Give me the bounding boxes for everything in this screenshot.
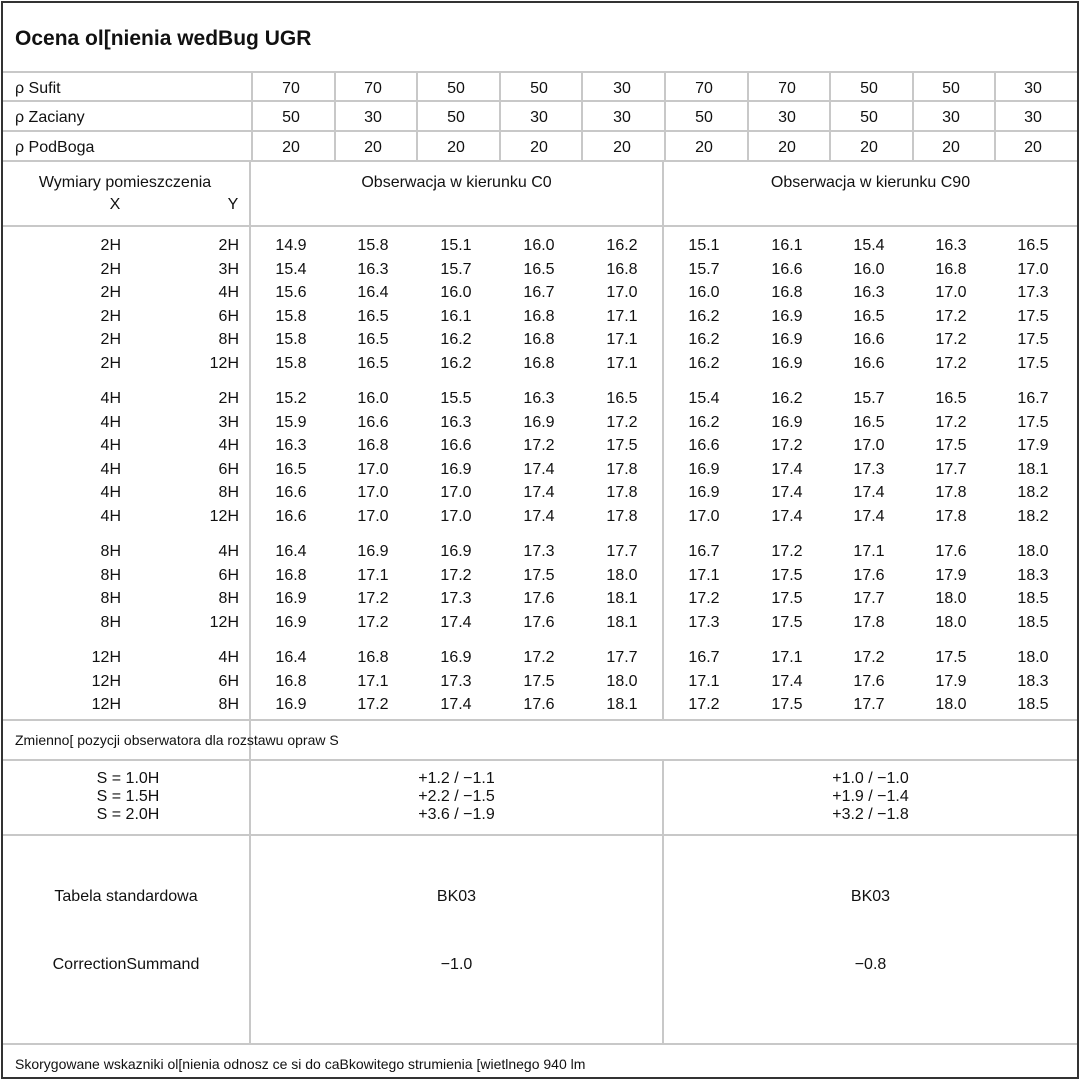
- reflectance-value: 20: [530, 139, 548, 156]
- room-x: 4H: [100, 484, 121, 502]
- correction-c90: −0.8: [854, 956, 887, 973]
- ugr-value: 17.7: [853, 590, 885, 608]
- room-x: 4H: [100, 390, 121, 407]
- ugr-value: 16.9: [688, 484, 720, 502]
- reflectance-value: 50: [860, 109, 878, 126]
- row-divider: [3, 100, 1077, 102]
- room-y: 4H: [218, 543, 239, 560]
- row-divider: [3, 225, 1077, 227]
- ugr-value: 16.2: [771, 390, 803, 407]
- ugr-value: 17.4: [523, 508, 555, 525]
- ugr-value: 16.9: [771, 355, 803, 372]
- ugr-value: 16.6: [853, 331, 885, 349]
- room-x: 8H: [100, 543, 121, 560]
- c90-variation: +3.2 / −1.8: [832, 806, 909, 823]
- ugr-value: 16.3: [853, 284, 885, 302]
- ugr-value: 16.9: [771, 413, 803, 431]
- reflectance-value: 30: [613, 80, 631, 97]
- room-y: 2H: [218, 237, 239, 254]
- ugr-value: 16.4: [275, 649, 307, 666]
- room-x: 4H: [100, 460, 121, 478]
- ugr-value: 16.0: [523, 237, 555, 254]
- room-x: 4H: [100, 413, 121, 431]
- ugr-value: 18.1: [606, 696, 638, 714]
- room-x: 4H: [100, 508, 121, 525]
- ugr-value: 17.3: [440, 590, 472, 608]
- room-x: 8H: [100, 613, 121, 631]
- ugr-value: 16.7: [523, 284, 555, 302]
- ugr-value: 16.2: [688, 307, 720, 325]
- ugr-value: 17.6: [523, 613, 555, 631]
- ugr-value: 17.9: [935, 672, 967, 690]
- row-divider: [3, 71, 1077, 73]
- room-y: 12H: [209, 355, 239, 372]
- ugr-value: 16.1: [771, 237, 803, 254]
- ugr-value: 17.2: [771, 437, 803, 455]
- ugr-value: 15.4: [275, 260, 307, 278]
- ugr-value: 16.9: [357, 543, 389, 560]
- ugr-value: 17.0: [440, 508, 472, 525]
- reflectance-value: 20: [364, 139, 382, 156]
- reflectance-value: 30: [1024, 80, 1042, 97]
- ugr-value: 16.7: [1017, 390, 1049, 407]
- reflectance-value: 50: [942, 80, 960, 97]
- ugr-value: 16.8: [606, 260, 638, 278]
- ugr-value: 16.3: [275, 437, 307, 455]
- ugr-value: 16.8: [523, 307, 555, 325]
- ugr-value: 16.8: [935, 260, 967, 278]
- ugr-value: 15.6: [275, 284, 307, 302]
- ugr-value: 16.8: [357, 649, 389, 666]
- y-axis-label: Y: [227, 196, 239, 213]
- ugr-value: 18.1: [1017, 460, 1049, 478]
- ugr-value: 17.3: [853, 460, 885, 478]
- standard-table-label: Tabela standardowa: [54, 888, 198, 905]
- standard-table-c0: BK03: [436, 888, 477, 905]
- reflectance-value: 30: [942, 109, 960, 126]
- room-x: 12H: [91, 649, 121, 666]
- ugr-value: 15.7: [853, 390, 885, 407]
- room-y: 4H: [218, 284, 239, 302]
- room-x: 2H: [100, 284, 121, 302]
- c0-variation: +1.2 / −1.1: [418, 770, 495, 787]
- ugr-value: 17.7: [606, 649, 638, 666]
- c90-variation: +1.0 / −1.0: [832, 770, 909, 787]
- ugr-value: 17.2: [935, 307, 967, 325]
- ugr-value: 18.1: [606, 613, 638, 631]
- ugr-value: 18.0: [606, 566, 638, 584]
- ugr-value: 17.5: [771, 566, 803, 584]
- ugr-value: 16.0: [440, 284, 472, 302]
- room-y: 8H: [218, 696, 239, 714]
- ugr-value: 16.4: [357, 284, 389, 302]
- reflectance-label: ρ PodBoga: [15, 139, 95, 156]
- ugr-value: 17.0: [853, 437, 885, 455]
- ugr-value: 18.0: [935, 613, 967, 631]
- ugr-value: 16.6: [275, 484, 307, 502]
- ugr-value: 17.4: [771, 508, 803, 525]
- ugr-value: 17.4: [523, 484, 555, 502]
- ugr-value: 17.2: [357, 613, 389, 631]
- ugr-value: 18.0: [935, 696, 967, 714]
- ugr-value: 16.8: [275, 672, 307, 690]
- ugr-value: 17.0: [440, 484, 472, 502]
- ugr-value: 16.0: [688, 284, 720, 302]
- ugr-value: 16.6: [440, 437, 472, 455]
- reflectance-value: 30: [778, 109, 796, 126]
- correction-c0: −1.0: [440, 956, 473, 973]
- ugr-value: 17.6: [523, 590, 555, 608]
- ugr-value: 15.8: [275, 355, 307, 372]
- reflectance-label: ρ Zaciany: [15, 109, 85, 126]
- page-title: Ocena ol[nienia wedBug UGR: [15, 27, 312, 50]
- ugr-value: 17.1: [688, 566, 720, 584]
- reflectance-value: 30: [613, 109, 631, 126]
- ugr-value: 17.5: [935, 649, 967, 666]
- ugr-value: 17.0: [357, 484, 389, 502]
- ugr-value: 16.5: [357, 355, 389, 372]
- ugr-value: 15.7: [688, 260, 720, 278]
- ugr-value: 17.8: [606, 460, 638, 478]
- ugr-value: 16.3: [935, 237, 967, 254]
- ugr-value: 18.5: [1017, 696, 1049, 714]
- ugr-value: 17.2: [523, 649, 555, 666]
- ugr-value: 17.2: [688, 590, 720, 608]
- ugr-value: 18.5: [1017, 590, 1049, 608]
- ugr-value: 18.0: [935, 590, 967, 608]
- reflectance-value: 30: [530, 109, 548, 126]
- ugr-value: 17.4: [771, 672, 803, 690]
- ugr-value: 17.0: [688, 508, 720, 525]
- ugr-value: 18.3: [1017, 672, 1049, 690]
- ugr-value: 17.1: [771, 649, 803, 666]
- reflectance-label: ρ Sufit: [15, 80, 61, 97]
- ugr-value: 16.5: [357, 331, 389, 349]
- ugr-value: 16.9: [275, 696, 307, 714]
- ugr-value: 16.8: [523, 331, 555, 349]
- reflectance-value: 50: [282, 109, 300, 126]
- ugr-value: 16.9: [523, 413, 555, 431]
- ugr-value: 16.8: [771, 284, 803, 302]
- ugr-value: 18.0: [1017, 649, 1049, 666]
- reflectance-value: 30: [1024, 109, 1042, 126]
- ugr-value: 17.7: [606, 543, 638, 560]
- ugr-value: 17.5: [771, 613, 803, 631]
- ugr-value: 18.0: [606, 672, 638, 690]
- ugr-value: 17.2: [935, 413, 967, 431]
- ugr-value: 14.9: [275, 237, 307, 254]
- ugr-value: 17.5: [771, 590, 803, 608]
- reflectance-value: 50: [530, 80, 548, 97]
- room-x: 2H: [100, 307, 121, 325]
- ugr-value: 17.1: [606, 331, 638, 349]
- room-x: 2H: [100, 237, 121, 254]
- ugr-value: 16.6: [275, 508, 307, 525]
- ugr-value: 16.8: [275, 566, 307, 584]
- reflectance-value: 20: [860, 139, 878, 156]
- ugr-value: 16.6: [771, 260, 803, 278]
- ugr-value: 17.0: [935, 284, 967, 302]
- ugr-value: 16.0: [853, 260, 885, 278]
- ugr-value: 17.8: [853, 613, 885, 631]
- ugr-value: 16.7: [688, 543, 720, 560]
- reflectance-value: 20: [447, 139, 465, 156]
- ugr-value: 17.3: [1017, 284, 1049, 302]
- room-y: 4H: [218, 649, 239, 666]
- room-y: 3H: [218, 260, 239, 278]
- ugr-value: 16.6: [357, 413, 389, 431]
- ugr-value: 16.8: [357, 437, 389, 455]
- ugr-value: 17.8: [935, 508, 967, 525]
- reflectance-value: 70: [282, 80, 300, 97]
- reflectance-value: 70: [364, 80, 382, 97]
- ugr-value: 16.7: [688, 649, 720, 666]
- room-x: 2H: [100, 260, 121, 278]
- ugr-value: 16.6: [853, 355, 885, 372]
- ugr-value: 17.2: [440, 566, 472, 584]
- ugr-value: 17.6: [853, 672, 885, 690]
- room-y: 6H: [218, 566, 239, 584]
- ugr-value: 17.4: [771, 484, 803, 502]
- room-y: 8H: [218, 484, 239, 502]
- room-y: 3H: [218, 413, 239, 431]
- ugr-value: 17.8: [606, 484, 638, 502]
- ugr-value: 17.4: [853, 484, 885, 502]
- ugr-value: 17.3: [688, 613, 720, 631]
- ugr-value: 16.9: [688, 460, 720, 478]
- ugr-value: 16.2: [440, 331, 472, 349]
- ugr-value: 16.2: [606, 237, 638, 254]
- ugr-value: 16.4: [275, 543, 307, 560]
- ugr-value: 17.3: [523, 543, 555, 560]
- ugr-value: 17.2: [523, 437, 555, 455]
- ugr-value: 17.2: [357, 590, 389, 608]
- room-y: 4H: [218, 437, 239, 455]
- ugr-value: 15.7: [440, 260, 472, 278]
- room-x: 4H: [100, 437, 121, 455]
- ugr-value: 15.8: [275, 331, 307, 349]
- variation-label: Zmienno[ pozycji obserwatora dla rozstawu opraw S: [15, 732, 339, 748]
- reflectance-value: 20: [695, 139, 713, 156]
- ugr-value: 17.5: [935, 437, 967, 455]
- spacing-label: S = 1.5H: [96, 788, 160, 805]
- ugr-value: 17.5: [1017, 413, 1049, 431]
- ugr-value: 16.5: [606, 390, 638, 407]
- ugr-value: 17.2: [935, 355, 967, 372]
- ugr-value: 16.5: [853, 307, 885, 325]
- ugr-value: 17.3: [440, 672, 472, 690]
- room-x: 12H: [91, 696, 121, 714]
- room-y: 12H: [209, 508, 239, 525]
- ugr-value: 18.2: [1017, 508, 1049, 525]
- row-divider: [3, 719, 1077, 721]
- ugr-value: 17.2: [771, 543, 803, 560]
- reflectance-value: 50: [447, 109, 465, 126]
- ugr-value: 17.6: [523, 696, 555, 714]
- ugr-value: 17.4: [440, 696, 472, 714]
- ugr-value: 17.9: [1017, 437, 1049, 455]
- ugr-table-sheet: [1, 1, 1079, 1079]
- footer-note: Skorygowane wskazniki ol[nienia odnosz ce si do caBkowitego strumienia [wietlnego 940 lm: [15, 1056, 586, 1072]
- ugr-value: 17.5: [771, 696, 803, 714]
- ugr-value: 16.1: [440, 307, 472, 325]
- room-y: 8H: [218, 590, 239, 608]
- ugr-value: 17.1: [853, 543, 885, 560]
- ugr-value: 16.9: [275, 613, 307, 631]
- ugr-value: 15.4: [688, 390, 720, 407]
- ugr-value: 17.5: [1017, 307, 1049, 325]
- reflectance-value: 70: [695, 80, 713, 97]
- reflectance-value: 50: [695, 109, 713, 126]
- correction-label: CorrectionSummand: [52, 956, 200, 973]
- ugr-value: 16.9: [771, 331, 803, 349]
- ugr-value: 17.1: [688, 672, 720, 690]
- room-y: 8H: [218, 331, 239, 349]
- room-x: 2H: [100, 331, 121, 349]
- ugr-value: 17.8: [606, 508, 638, 525]
- room-y: 12H: [209, 613, 239, 631]
- row-divider: [3, 1043, 1077, 1045]
- ugr-value: 18.0: [1017, 543, 1049, 560]
- reflectance-value: 50: [447, 80, 465, 97]
- ugr-value: 16.5: [357, 307, 389, 325]
- ugr-value: 15.1: [440, 237, 472, 254]
- room-y: 6H: [218, 672, 239, 690]
- ugr-value: 16.2: [688, 355, 720, 372]
- reflectance-value: 20: [778, 139, 796, 156]
- ugr-value: 17.0: [606, 284, 638, 302]
- reflectance-value: 20: [1024, 139, 1042, 156]
- ugr-value: 17.2: [688, 696, 720, 714]
- room-y: 6H: [218, 307, 239, 325]
- ugr-value: 16.5: [853, 413, 885, 431]
- ugr-value: 17.0: [1017, 260, 1049, 278]
- reflectance-value: 20: [942, 139, 960, 156]
- ugr-value: 16.9: [275, 590, 307, 608]
- row-divider: [3, 160, 1077, 162]
- ugr-value: 17.5: [523, 672, 555, 690]
- row-divider: [3, 759, 1077, 761]
- ugr-value: 16.3: [357, 260, 389, 278]
- ugr-value: 18.2: [1017, 484, 1049, 502]
- standard-table-c90: BK03: [850, 888, 891, 905]
- ugr-value: 17.2: [606, 413, 638, 431]
- ugr-value: 16.5: [523, 260, 555, 278]
- ugr-value: 17.0: [357, 460, 389, 478]
- ugr-value: 15.4: [853, 237, 885, 254]
- ugr-value: 17.1: [357, 566, 389, 584]
- ugr-value: 15.8: [275, 307, 307, 325]
- ugr-value: 18.1: [606, 590, 638, 608]
- reflectance-value: 70: [778, 80, 796, 97]
- ugr-value: 17.1: [606, 355, 638, 372]
- room-x: 2H: [100, 355, 121, 372]
- ugr-value: 17.2: [853, 649, 885, 666]
- ugr-value: 18.3: [1017, 566, 1049, 584]
- ugr-value: 17.5: [1017, 331, 1049, 349]
- ugr-value: 17.9: [935, 566, 967, 584]
- room-x: 12H: [91, 672, 121, 690]
- ugr-value: 16.9: [440, 460, 472, 478]
- ugr-value: 16.5: [275, 460, 307, 478]
- ugr-value: 15.5: [440, 390, 472, 407]
- ugr-value: 17.0: [357, 508, 389, 525]
- ugr-value: 16.2: [688, 413, 720, 431]
- ugr-value: 18.5: [1017, 613, 1049, 631]
- room-x: 8H: [100, 590, 121, 608]
- ugr-value: 16.9: [440, 649, 472, 666]
- ugr-value: 17.2: [935, 331, 967, 349]
- ugr-value: 16.6: [688, 437, 720, 455]
- ugr-value: 17.4: [523, 460, 555, 478]
- ugr-value: 16.5: [1017, 237, 1049, 254]
- ugr-value: 17.6: [853, 566, 885, 584]
- ugr-value: 16.3: [523, 390, 555, 407]
- ugr-value: 16.5: [935, 390, 967, 407]
- reflectance-value: 30: [364, 109, 382, 126]
- ugr-value: 15.1: [688, 237, 720, 254]
- room-dimensions-label: Wymiary pomieszczenia: [38, 174, 212, 191]
- ugr-value: 17.2: [357, 696, 389, 714]
- ugr-value: 15.2: [275, 390, 307, 407]
- ugr-value: 17.5: [606, 437, 638, 455]
- ugr-value: 17.8: [935, 484, 967, 502]
- ugr-value: 17.5: [523, 566, 555, 584]
- spacing-label: S = 2.0H: [96, 806, 160, 823]
- ugr-value: 15.9: [275, 413, 307, 431]
- ugr-value: 16.2: [688, 331, 720, 349]
- ugr-value: 17.7: [935, 460, 967, 478]
- ugr-value: 17.1: [357, 672, 389, 690]
- ugr-value: 17.5: [1017, 355, 1049, 372]
- ugr-value: 17.7: [853, 696, 885, 714]
- ugr-value: 17.6: [935, 543, 967, 560]
- c90-direction-label: Obserwacja w kierunku C90: [770, 174, 971, 191]
- x-axis-label: X: [109, 196, 121, 213]
- ugr-value: 17.4: [853, 508, 885, 525]
- spacing-label: S = 1.0H: [96, 770, 160, 787]
- reflectance-value: 50: [860, 80, 878, 97]
- room-y: 2H: [218, 390, 239, 407]
- c0-variation: +2.2 / −1.5: [418, 788, 495, 805]
- ugr-value: 15.8: [357, 237, 389, 254]
- row-divider: [3, 130, 1077, 132]
- reflectance-value: 20: [282, 139, 300, 156]
- ugr-value: 17.4: [440, 613, 472, 631]
- reflectance-value: 20: [613, 139, 631, 156]
- ugr-value: 16.3: [440, 413, 472, 431]
- ugr-value: 17.1: [606, 307, 638, 325]
- room-y: 6H: [218, 460, 239, 478]
- ugr-value: 16.9: [771, 307, 803, 325]
- ugr-value: 16.0: [357, 390, 389, 407]
- ugr-value: 16.9: [440, 543, 472, 560]
- c90-variation: +1.9 / −1.4: [832, 788, 909, 805]
- c0-variation: +3.6 / −1.9: [418, 806, 495, 823]
- c0-direction-label: Obserwacja w kierunku C0: [361, 174, 552, 191]
- row-divider: [3, 834, 1077, 836]
- ugr-value: 16.2: [440, 355, 472, 372]
- room-x: 8H: [100, 566, 121, 584]
- ugr-value: 17.4: [771, 460, 803, 478]
- ugr-value: 16.8: [523, 355, 555, 372]
